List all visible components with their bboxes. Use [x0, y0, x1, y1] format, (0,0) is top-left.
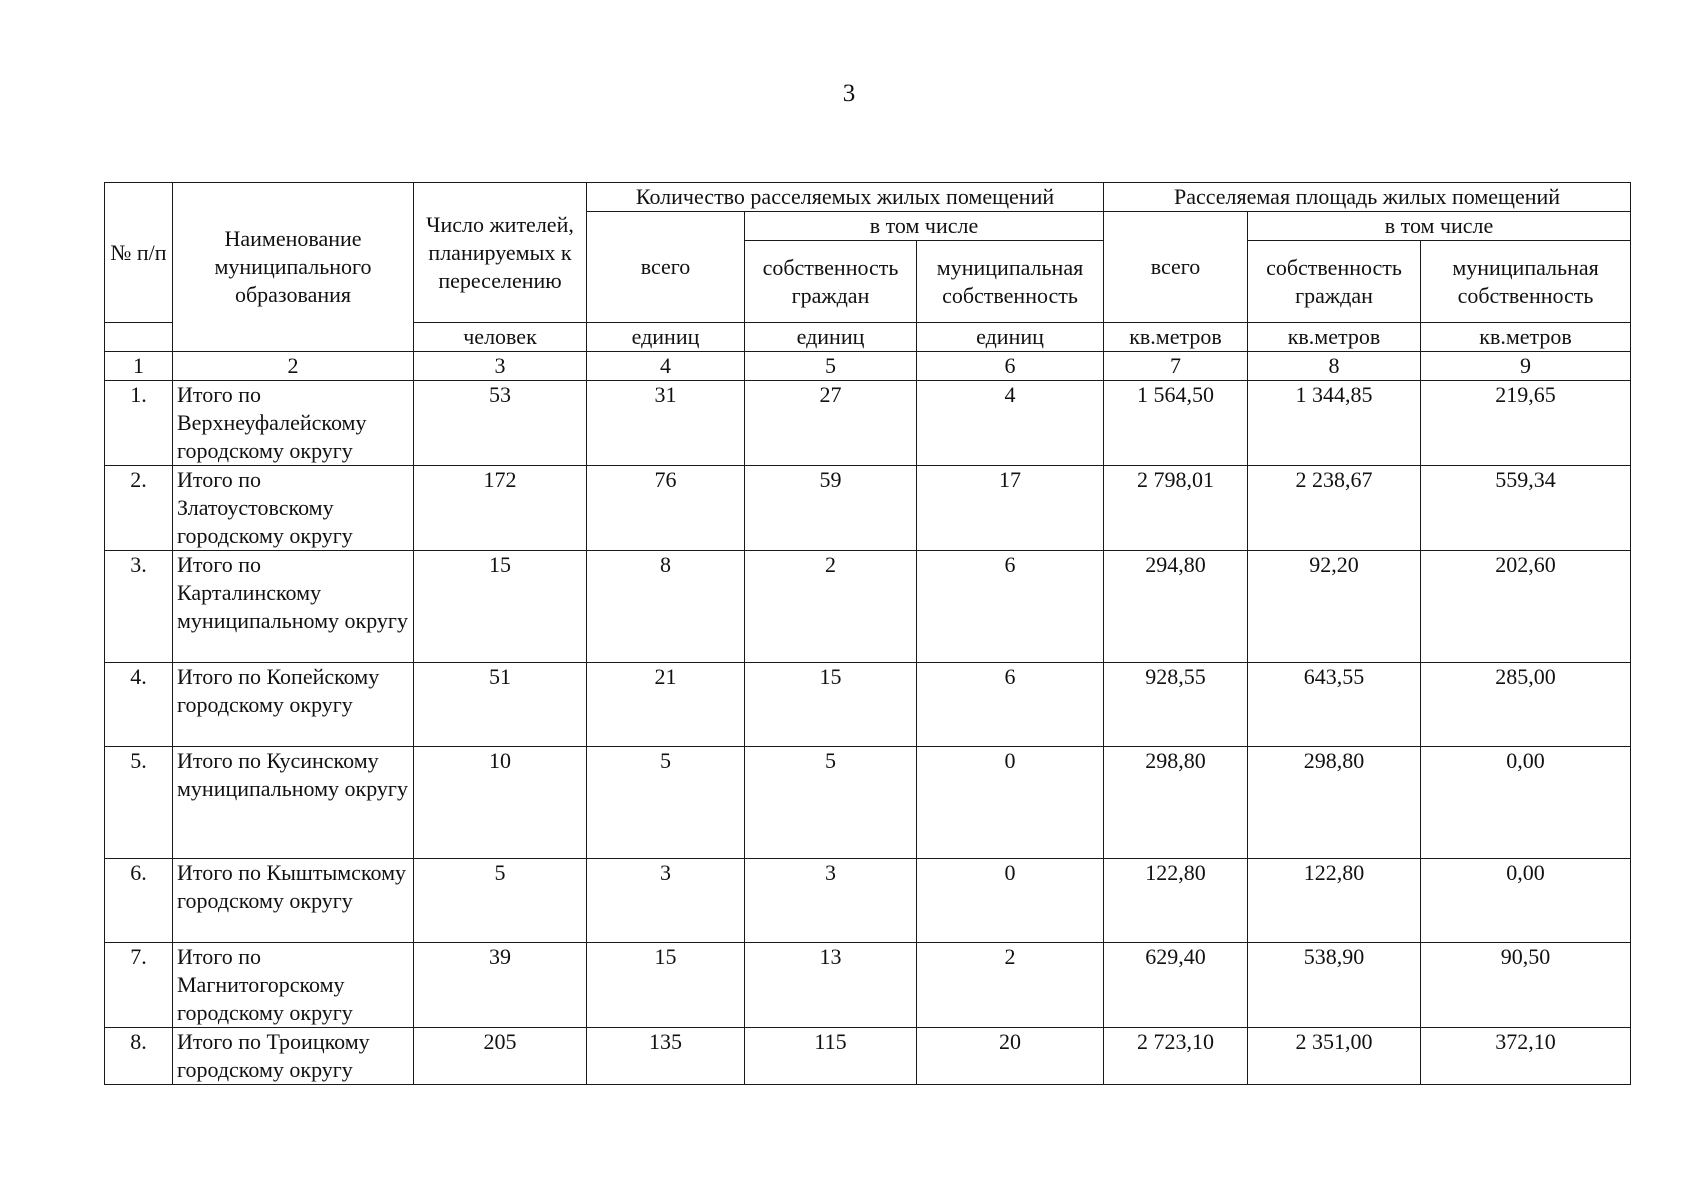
column-index: 1: [105, 352, 173, 381]
header-count-group: Количество расселяемых жилых помещений: [587, 183, 1104, 212]
citizens-units: 3: [745, 859, 917, 943]
municipal-area: 372,10: [1421, 1028, 1631, 1085]
unit-people: человек: [414, 323, 587, 352]
table-row: [105, 551, 1631, 663]
header-area-including: в том числе: [1248, 212, 1631, 241]
header-unit-empty: [105, 323, 173, 352]
total-units: 21: [587, 663, 745, 747]
table-row: [105, 381, 1631, 466]
residents-count: 5: [414, 859, 587, 943]
citizens-units: 5: [745, 747, 917, 859]
citizens-area: 1 344,85: [1248, 381, 1421, 466]
municipality-name: Итого по Магнитогорскому городскому округу: [173, 943, 414, 1028]
municipal-area: 219,65: [1421, 381, 1631, 466]
citizens-area: 538,90: [1248, 943, 1421, 1028]
municipal-units: 6: [917, 663, 1104, 747]
row-number: 6.: [105, 859, 173, 943]
total-units: 76: [587, 466, 745, 551]
unit-units: единиц: [745, 323, 917, 352]
header-area-municipal: муниципальная собственность: [1421, 241, 1631, 323]
unit-sqm: кв.метров: [1104, 323, 1248, 352]
residents-count: 15: [414, 551, 587, 663]
municipal-area: 90,50: [1421, 943, 1631, 1028]
total-area: 1 564,50: [1104, 381, 1248, 466]
header-count-municipal: муниципальная собственность: [917, 241, 1104, 323]
row-number: 3.: [105, 551, 173, 663]
municipal-units: 20: [917, 1028, 1104, 1085]
municipality-name: Итого по Верхнеуфалейскому городскому округу: [173, 381, 414, 466]
table-row: [105, 1028, 1631, 1085]
citizens-area: 2 351,00: [1248, 1028, 1421, 1085]
column-index: 9: [1421, 352, 1631, 381]
total-units: 3: [587, 859, 745, 943]
total-area: 2 798,01: [1104, 466, 1248, 551]
citizens-area: 298,80: [1248, 747, 1421, 859]
table-body: [105, 381, 1631, 1085]
header-area-citizens: собственность граждан: [1248, 241, 1421, 323]
municipal-units: 0: [917, 859, 1104, 943]
municipality-name: Итого по Кыштымскому городскому округу: [173, 859, 414, 943]
municipality-name: Итого по Копейскому городскому округу: [173, 663, 414, 747]
column-index: 4: [587, 352, 745, 381]
column-index-row: [105, 352, 1631, 381]
citizens-area: 92,20: [1248, 551, 1421, 663]
header-count-citizens: собственность граждан: [745, 241, 917, 323]
municipal-area: 0,00: [1421, 859, 1631, 943]
total-area: 2 723,10: [1104, 1028, 1248, 1085]
citizens-area: 122,80: [1248, 859, 1421, 943]
total-units: 31: [587, 381, 745, 466]
municipal-units: 4: [917, 381, 1104, 466]
residents-count: 10: [414, 747, 587, 859]
municipality-name: Итого по Карталинскому муниципальному округу: [173, 551, 414, 663]
unit-units: единиц: [917, 323, 1104, 352]
table-row: [105, 859, 1631, 943]
header-count-including: в том числе: [745, 212, 1104, 241]
citizens-units: 15: [745, 663, 917, 747]
municipal-units: 6: [917, 551, 1104, 663]
total-area: 298,80: [1104, 747, 1248, 859]
residents-count: 53: [414, 381, 587, 466]
municipal-units: 17: [917, 466, 1104, 551]
municipal-area: 202,60: [1421, 551, 1631, 663]
citizens-units: 59: [745, 466, 917, 551]
municipality-name: Итого по Троицкому городскому округу: [173, 1028, 414, 1085]
header-name: Наименование муниципального образования: [173, 183, 414, 352]
table-row: [105, 943, 1631, 1028]
page-number: 3: [842, 80, 856, 107]
municipal-units: 0: [917, 747, 1104, 859]
total-units: 5: [587, 747, 745, 859]
row-number: 5.: [105, 747, 173, 859]
table-row: [105, 747, 1631, 859]
residents-count: 39: [414, 943, 587, 1028]
citizens-area: 643,55: [1248, 663, 1421, 747]
residents-count: 172: [414, 466, 587, 551]
row-number: 1.: [105, 381, 173, 466]
header-area-total: всего: [1104, 212, 1248, 323]
column-index: 6: [917, 352, 1104, 381]
unit-units: единиц: [587, 323, 745, 352]
total-area: 122,80: [1104, 859, 1248, 943]
citizens-units: 27: [745, 381, 917, 466]
row-number: 7.: [105, 943, 173, 1028]
table-row: [105, 663, 1631, 747]
citizens-units: 2: [745, 551, 917, 663]
municipality-name: Итого по Златоустовскому городскому округу: [173, 466, 414, 551]
header-residents: Число жителей, планируемых к переселению: [414, 183, 587, 323]
column-index: 8: [1248, 352, 1421, 381]
residents-count: 51: [414, 663, 587, 747]
row-number: 8.: [105, 1028, 173, 1085]
total-area: 629,40: [1104, 943, 1248, 1028]
total-units: 8: [587, 551, 745, 663]
citizens-units: 115: [745, 1028, 917, 1085]
table-row: [105, 466, 1631, 551]
total-area: 294,80: [1104, 551, 1248, 663]
header-num: № п/п: [105, 183, 173, 323]
resettlement-table: [104, 182, 1631, 1085]
total-units: 15: [587, 943, 745, 1028]
column-index: 7: [1104, 352, 1248, 381]
citizens-units: 13: [745, 943, 917, 1028]
unit-sqm: кв.метров: [1248, 323, 1421, 352]
row-number: 2.: [105, 466, 173, 551]
column-index: 2: [173, 352, 414, 381]
header-count-total: всего: [587, 212, 745, 323]
municipality-name: Итого по Кусинскому муниципальному округу: [173, 747, 414, 859]
column-index: 3: [414, 352, 587, 381]
municipal-area: 0,00: [1421, 747, 1631, 859]
unit-sqm: кв.метров: [1421, 323, 1631, 352]
residents-count: 205: [414, 1028, 587, 1085]
total-units: 135: [587, 1028, 745, 1085]
municipal-area: 559,34: [1421, 466, 1631, 551]
column-index: 5: [745, 352, 917, 381]
citizens-area: 2 238,67: [1248, 466, 1421, 551]
header-area-group: Расселяемая площадь жилых помещений: [1104, 183, 1631, 212]
table-header: [105, 183, 1631, 381]
row-number: 4.: [105, 663, 173, 747]
municipal-units: 2: [917, 943, 1104, 1028]
municipal-area: 285,00: [1421, 663, 1631, 747]
total-area: 928,55: [1104, 663, 1248, 747]
